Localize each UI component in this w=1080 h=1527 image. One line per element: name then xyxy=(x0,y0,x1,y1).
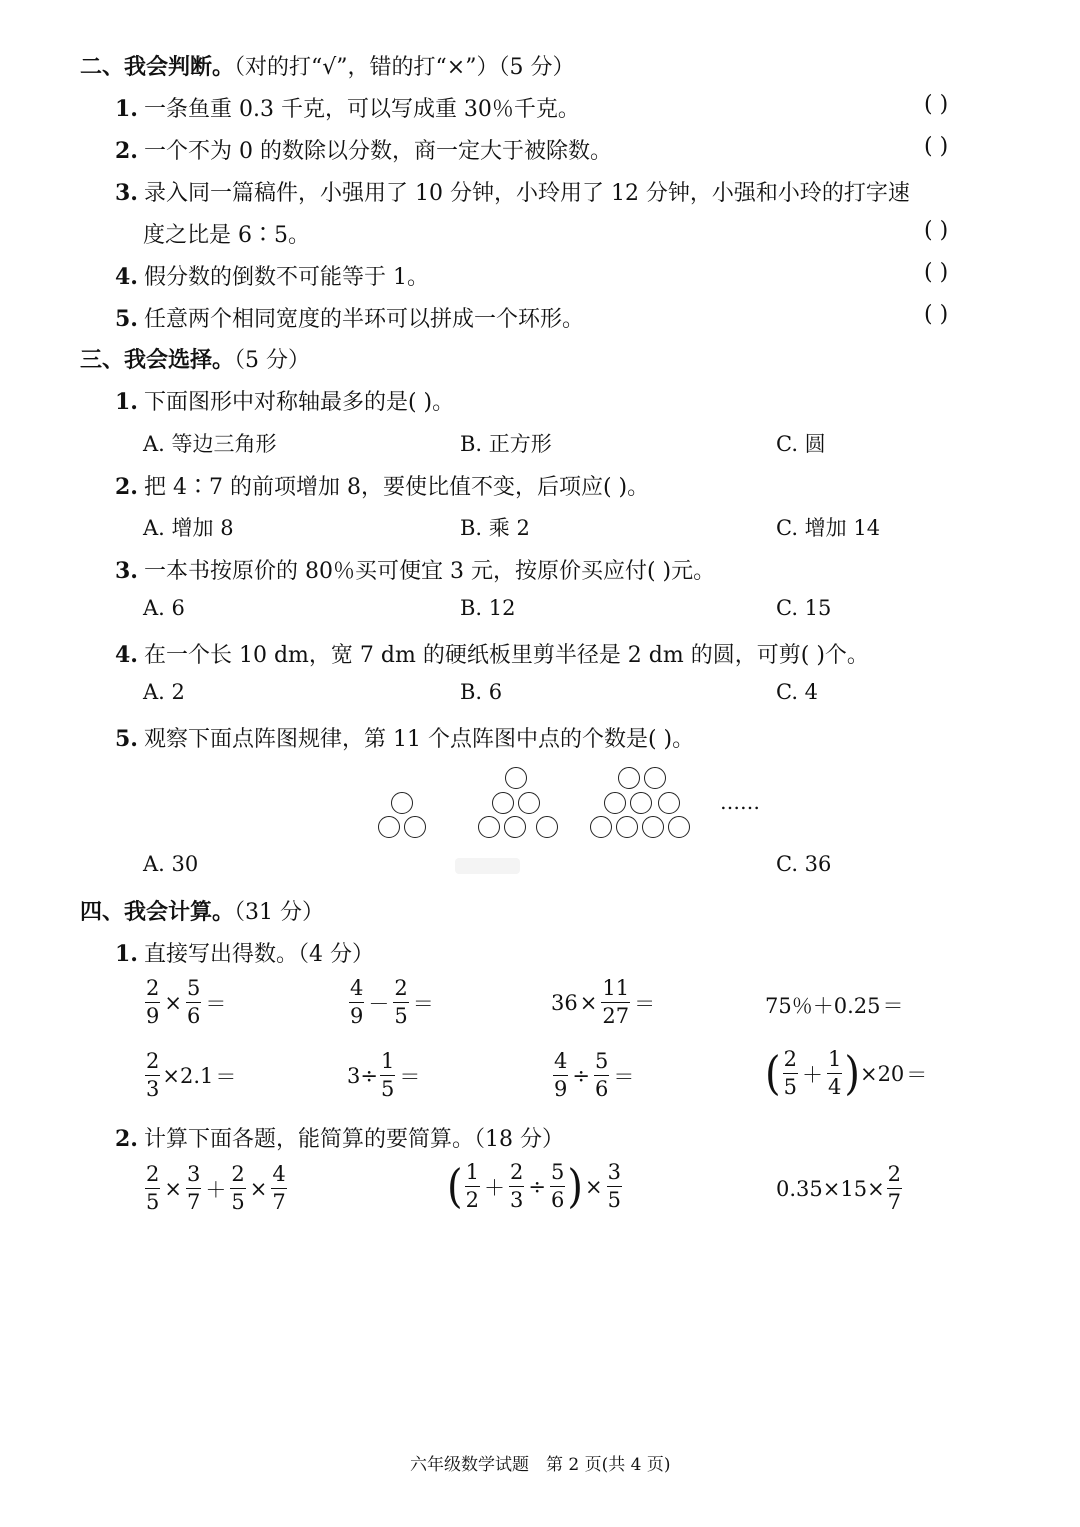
choice-2-option-b[interactable]: B. 乘 2 xyxy=(460,516,530,540)
dot-circle xyxy=(630,792,652,814)
choice-3-option-b[interactable]: B. 12 xyxy=(460,596,516,620)
choice-1-option-b[interactable]: B. 正方形 xyxy=(460,432,552,456)
dot-circle xyxy=(644,767,666,789)
direct-calc-5: $\frac{2}{3}$ ×2.1 ＝ xyxy=(146,1049,237,1101)
page-footer: 六年级数学试题 第 2 页(共 4 页) xyxy=(410,1455,671,1475)
judge-item-4: 4. 假分数的倒数不可能等于 1。 xyxy=(115,264,429,290)
choice-4-option-a[interactable]: A. 2 xyxy=(143,680,185,704)
dot-circle xyxy=(536,816,558,838)
judge-item-5: 5. 任意两个相同宽度的半环可以拼成一个环形。 xyxy=(115,306,584,332)
judge-item-2: 2. 一个不为 0 的数除以分数，商一定大于被除数。 xyxy=(115,138,612,164)
dot-circle xyxy=(518,792,540,814)
section-4-heading xyxy=(80,895,324,926)
dot-circle xyxy=(391,792,413,814)
choice-2-option-a[interactable]: A. 增加 8 xyxy=(143,516,234,540)
choice-1-option-c[interactable]: C. 圆 xyxy=(776,432,826,456)
direct-calc-8: ( $\frac{2}{5}$ ＋ $\frac{1}{4}$ ) ×20 ＝ xyxy=(765,1047,928,1100)
dot-circle xyxy=(478,816,500,838)
choice-item-3: 3. 一本书按原价的 80％买可便宜 3 元，按原价买应付( )元。 xyxy=(115,558,716,584)
dot-circle xyxy=(492,792,514,814)
judge-item-1: 1. 一条鱼重 0.3 千克，可以写成重 30％千克。 xyxy=(115,96,580,122)
dot-circle xyxy=(658,792,680,814)
section-3-heading xyxy=(80,343,310,374)
choice-item-1: 1. 下面图形中对称轴最多的是( )。 xyxy=(115,389,455,415)
judge-item-3: 3. 录入同一篇稿件，小强用了 10 分钟，小玲用了 12 分钟，小强和小玲的打字速 xyxy=(115,180,910,206)
dot-circle xyxy=(504,816,526,838)
simplify-calc-2: ( $\frac{1}{2}$ ＋ $\frac{2}{3}$ ÷ $\frac{5}{6}$ ) × $\frac{3}{5}$ xyxy=(447,1160,621,1213)
section-2-heading xyxy=(80,50,574,81)
choice-item-5: 5. 观察下面点阵图规律，第 11 个点阵图中点的个数是( )。 xyxy=(115,726,695,752)
dot-circle xyxy=(404,816,426,838)
choice-3-option-c[interactable]: C. 15 xyxy=(776,596,832,620)
calc-part-2: 2. 计算下面各题，能简算的要简算。（18 分） xyxy=(115,1126,564,1152)
section-2-note: （对的打“√”，错的打“×”）（5 分） xyxy=(234,55,575,80)
section-3-title: 三、我会选择。 xyxy=(80,347,235,373)
choice-item-4: 4. 在一个长 10 dm，宽 7 dm 的硬纸板里剪半径是 2 dm 的圆，可剪( )个。 xyxy=(115,642,869,668)
dot-circle xyxy=(642,816,664,838)
direct-calc-6: 3÷ $\frac{1}{5}$ ＝ xyxy=(347,1049,421,1101)
judge-item-3-continued: 度之比是 6∶5。 xyxy=(143,223,310,248)
answer-blank-5[interactable]: ( ) xyxy=(924,302,949,327)
dot-circle xyxy=(505,767,527,789)
section-3-note: （5 分） xyxy=(234,348,311,373)
choice-4-option-c[interactable]: C. 4 xyxy=(776,680,819,704)
dot-circle xyxy=(616,816,638,838)
answer-blank-4[interactable]: ( ) xyxy=(924,260,949,285)
choice-3-option-a[interactable]: A. 6 xyxy=(143,596,185,620)
dot-circle xyxy=(604,792,626,814)
simplify-calc-1: $\frac{2}{5}$ × $\frac{3}{7}$ ＋ $\frac{2}{5}$ × $\frac{4}{7}$ xyxy=(146,1162,286,1214)
dot-circle xyxy=(590,816,612,838)
answer-blank-2[interactable]: ( ) xyxy=(924,134,949,159)
dot-circle xyxy=(378,816,400,838)
choice-item-2: 2. 把 4∶7 的前项增加 8，要使比值不变，后项应( )。 xyxy=(115,474,650,500)
direct-calc-3: 36 × $\frac{11}{27}$ ＝ xyxy=(551,976,656,1028)
choice-5-option-a[interactable]: A. 30 xyxy=(143,852,199,876)
direct-calc-4: 75％＋0.25 ＝ xyxy=(765,994,904,1018)
direct-calc-2: $\frac{4}{9}$ － $\frac{2}{5}$ ＝ xyxy=(350,976,434,1028)
answer-blank-1[interactable]: ( ) xyxy=(924,92,949,117)
scan-smudge xyxy=(455,858,520,874)
direct-calc-1: $\frac{2}{9}$ × $\frac{5}{6}$ ＝ xyxy=(146,976,227,1028)
answer-blank-3[interactable]: ( ) xyxy=(924,218,949,243)
dots-ellipsis: …… xyxy=(720,790,760,814)
choice-5-option-c[interactable]: C. 36 xyxy=(776,852,832,876)
dot-circle xyxy=(668,816,690,838)
direct-calc-7: $\frac{4}{9}$ ÷ $\frac{5}{6}$ ＝ xyxy=(554,1049,635,1101)
simplify-calc-3: 0.35×15× $\frac{2}{7}$ xyxy=(776,1162,902,1214)
choice-4-option-b[interactable]: B. 6 xyxy=(460,680,503,704)
calc-part-1: 1. 直接写出得数。（4 分） xyxy=(115,941,374,967)
section-4-title: 四、我会计算。 xyxy=(80,899,235,925)
choice-1-option-a[interactable]: A. 等边三角形 xyxy=(143,432,277,456)
choice-2-option-c[interactable]: C. 增加 14 xyxy=(776,516,881,540)
section-2-title: 二、我会判断。 xyxy=(80,54,235,80)
section-4-note: （31 分） xyxy=(234,900,325,925)
dot-circle xyxy=(618,767,640,789)
